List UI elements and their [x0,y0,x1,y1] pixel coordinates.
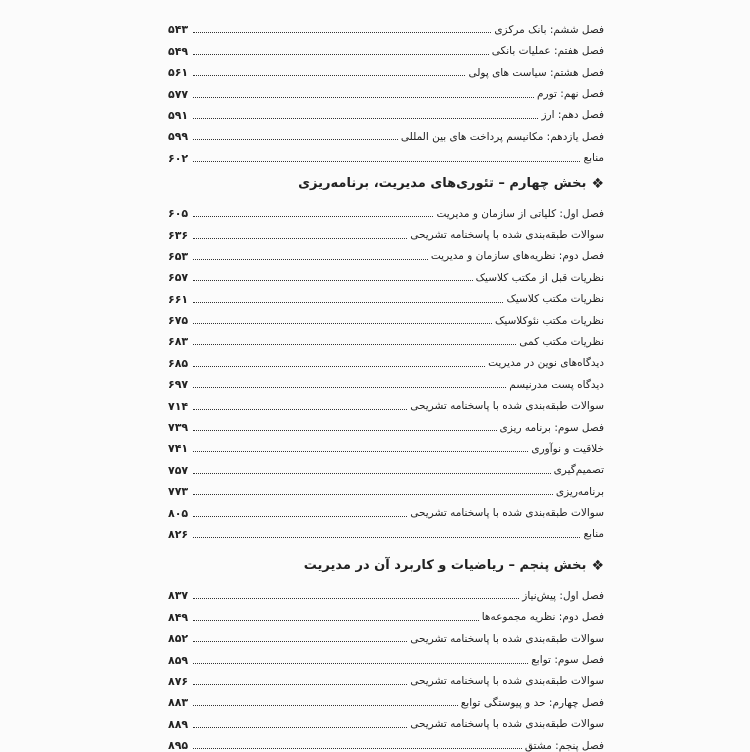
toc-entry-page-number: ۸۲۶ [168,527,189,541]
diamond-bullet-icon: ❖ [591,175,604,192]
toc-entry-page-number: ۵۴۳ [168,23,189,37]
dot-leader [193,323,492,324]
dot-leader [193,641,407,642]
dot-leader [193,387,506,388]
toc-entry-page-number: ۸۰۵ [168,506,189,520]
toc-entry-page-number: ۶۹۷ [168,378,189,392]
toc-entry-label: فصل دهم: ارز [541,109,604,122]
toc-entry [168,644,604,665]
toc-entry-label: نظریات مکتب کلاسیک [506,293,604,306]
toc-entry-label: فصل سوم: توابع [531,654,604,667]
dot-leader [193,537,580,538]
toc-entry-page-number: ۵۹۹ [168,130,189,144]
toc-entry [168,305,604,326]
dot-leader [193,32,491,33]
toc-entry-label: خلاقیت و نوآوری [531,442,604,455]
toc-top-list [168,14,604,164]
toc-entry-page-number: ۷۴۱ [168,442,189,456]
toc-entry [168,78,604,99]
toc-entry-label: نظریات مکتب کمی [519,335,604,348]
toc-entry-label: سوالات طبقه‌بندی شده با پاسخنامه تشریحی [410,718,604,731]
toc-entry-label: نظریات قبل از مکتب کلاسیک [475,271,604,284]
toc-entry-page-number: ۸۸۹ [168,717,189,731]
toc-entry-page-number: ۷۱۴ [168,399,189,413]
section-title-text: بخش پنجم – ریاضیات و کاربرد آن در مدیریت [303,558,587,574]
toc-entry-label: منابع [583,152,604,165]
dot-leader [193,473,551,474]
toc-entry-page-number: ۶۰۲ [168,151,189,165]
dot-leader [193,705,458,706]
dot-leader [193,366,485,367]
toc-entry [168,241,604,262]
toc-entry [168,708,604,729]
toc-entry-page-number: ۶۸۵ [168,356,189,370]
toc-entry-page-number: ۵۴۹ [168,44,189,58]
toc-entry-label: نظریات مکتب نئوکلاسیک [494,314,604,327]
toc-entry [168,326,604,347]
toc-entry [168,35,604,56]
toc-entry-label: دیدگاه‌های نوین در مدیریت [488,357,604,370]
toc-entry-label: فصل چهارم: حد و پیوستگی توابع [460,696,604,709]
toc-entry-label: فصل دوم: نظریه‌های سازمان و مدیریت [430,250,604,263]
toc-entry-label: فصل اول: پیش‌نیاز [522,589,604,602]
toc-entry [168,580,604,601]
toc-entry-page-number: ۶۰۵ [168,207,189,221]
toc-entry-label: فصل اول: کلیاتی از سازمان و مدیریت [436,207,604,220]
toc-entry-page-number: ۶۵۳ [168,249,189,263]
toc-entry-label: فصل پنجم: مشتق [524,739,604,752]
toc-entry-page-number: ۸۴۹ [168,610,189,624]
toc-entry-page-number: ۶۶۱ [168,292,189,306]
dot-leader [193,684,407,685]
dot-leader [193,302,503,303]
toc-entry [168,390,604,411]
toc-entry [168,623,604,644]
toc-entry-label: سوالات طبقه‌بندی شده با پاسخنامه تشریحی [410,507,604,520]
toc-entry-page-number: ۷۵۷ [168,463,189,477]
dot-leader [193,118,538,119]
toc-entry-page-number: ۸۵۹ [168,653,189,667]
toc-entry-label: سوالات طبقه‌بندی شده با پاسخنامه تشریحی [410,675,604,688]
toc-entry-label: فصل دوم: نظریه مجموعه‌ها [481,611,604,624]
toc-entry [168,433,604,454]
dot-leader [193,620,479,621]
toc-entry-page-number: ۸۸۳ [168,696,189,710]
toc-entry [168,666,604,687]
toc-entry [168,497,604,518]
toc-entry [168,730,604,751]
toc-entry [168,100,604,121]
dot-leader [193,259,428,260]
toc-entry-label: فصل یازدهم: مکانیسم پرداخت های بین المللی [400,130,604,143]
toc-entry-page-number: ۸۳۷ [168,589,189,603]
dot-leader [193,663,528,664]
dot-leader [193,748,522,749]
diamond-bullet-icon: ❖ [591,557,604,574]
toc-entry [168,121,604,142]
toc-entry [168,412,604,433]
section-heading-5 [168,558,604,574]
toc-entry [168,601,604,622]
toc-section4-list [168,198,604,540]
toc-entry-page-number: ۶۸۳ [168,335,189,349]
toc-section5-list [168,580,604,751]
dot-leader [193,280,473,281]
toc-entry [168,142,604,163]
toc-entry-label: فصل نهم: تورم [537,88,604,101]
toc-entry-page-number: ۵۹۱ [168,108,189,122]
dot-leader [193,54,489,55]
dot-leader [193,409,407,410]
dot-leader [193,727,407,728]
toc-entry-label: سوالات طبقه‌بندی شده با پاسخنامه تشریحی [410,229,604,242]
toc-entry [168,219,604,240]
toc-entry-page-number: ۷۳۹ [168,421,189,435]
dot-leader [193,75,465,76]
toc-entry-label: دیدگاه پست مدرنیسم [509,378,604,391]
dot-leader [193,430,497,431]
toc-entry [168,519,604,540]
dot-leader [193,598,519,599]
toc-entry-label: فصل هفتم: عملیات بانکی [491,45,604,58]
toc-entry [168,454,604,475]
toc-entry [168,476,604,497]
dot-leader [193,516,407,517]
toc-entry [168,687,604,708]
section-heading-4 [168,176,604,192]
toc-entry [168,57,604,78]
toc-entry-page-number: ۷۷۳ [168,485,189,499]
toc-entry-page-number: ۶۳۶ [168,228,189,242]
dot-leader [193,216,433,217]
toc-entry-label: فصل ششم: بانک مرکزی [494,23,604,36]
toc-entry-page-number: ۵۷۷ [168,87,189,101]
dot-leader [193,161,580,162]
dot-leader [193,238,407,239]
toc-entry-label: فصل هشتم: سیاست های پولی [468,66,604,79]
toc-entry-page-number: ۵۶۱ [168,66,189,80]
dot-leader [193,97,534,98]
toc-entry [168,198,604,219]
toc-entry-page-number: ۸۹۵ [168,739,189,752]
section-title-text: بخش چهارم – تئوری‌های مدیریت، برنامه‌ریزی [298,176,587,192]
dot-leader [193,344,516,345]
toc-entry-label: تصمیم‌گیری [553,464,604,477]
dot-leader [193,139,398,140]
toc-entry-page-number: ۸۵۲ [168,632,189,646]
toc-entry [168,14,604,35]
toc-entry [168,262,604,283]
toc-entry [168,347,604,368]
toc-entry [168,283,604,304]
toc-entry-page-number: ۶۷۵ [168,314,189,328]
toc-entry-label: سوالات طبقه‌بندی شده با پاسخنامه تشریحی [410,632,604,645]
dot-leader [193,494,553,495]
toc-entry-page-number: ۸۷۶ [168,674,189,688]
toc-entry-label: برنامه‌ریزی [555,485,604,498]
toc-entry-page-number: ۶۵۷ [168,271,189,285]
toc-entry-label: سوالات طبقه‌بندی شده با پاسخنامه تشریحی [410,400,604,413]
toc-entry-label: منابع [583,528,604,541]
toc-entry-label: فصل سوم: برنامه ریزی [499,421,604,434]
dot-leader [193,451,528,452]
toc-entry [168,369,604,390]
